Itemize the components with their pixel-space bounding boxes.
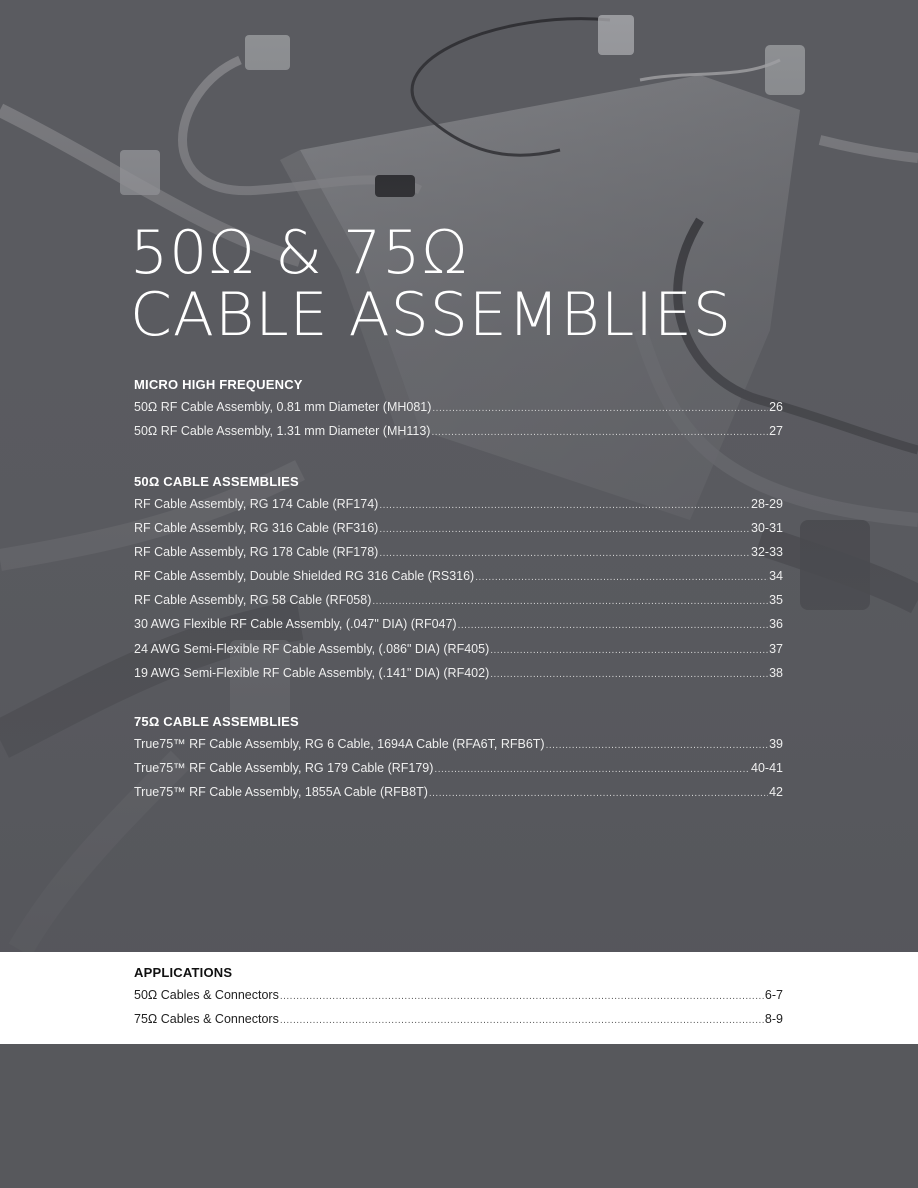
toc-entry-page: 35 (769, 593, 783, 608)
toc-entry-label: 50Ω RF Cable Assembly, 0.81 mm Diameter (MH081) (134, 400, 432, 414)
dot-leader (458, 614, 768, 638)
toc-entry-label: RF Cable Assembly, RG 58 Cable (RF058) (134, 593, 372, 608)
dot-leader (379, 494, 750, 518)
section-heading: APPLICATIONS (134, 965, 233, 980)
toc-entry-label: RF Cable Assembly, RG 178 Cable (RF178) (134, 545, 379, 560)
toc-entry-page: 8-9 (764, 1012, 783, 1027)
dot-leader (546, 734, 769, 758)
dot-leader (434, 758, 750, 782)
toc-entry[interactable] (134, 588, 783, 612)
toc-entry-label: RF Cable Assembly, RG 316 Cable (RF316) (134, 521, 379, 536)
toc-entry[interactable] (134, 395, 783, 419)
section-heading: 50Ω CABLE ASSEMBLIES (134, 474, 299, 489)
toc-entry-label: 75Ω Cables & Connectors (134, 1012, 279, 1027)
toc-entry-page: 36 (769, 617, 783, 632)
toc-entry-label: RF Cable Assembly, RG 174 Cable (RF174) (134, 497, 379, 511)
toc-entry-page: 6-7 (764, 988, 783, 1002)
toc-entry[interactable] (134, 540, 783, 564)
toc-entry-label: 50Ω Cables & Connectors (134, 988, 279, 1002)
toc-entry-page: 42 (769, 785, 783, 800)
bottom-margin (0, 1044, 918, 1188)
toc-entry-label: 30 AWG Flexible RF Cable Assembly, (.047" DIA) (RF047) (134, 617, 457, 632)
toc-entry-label: 19 AWG Semi-Flexible RF Cable Assembly, (.141" DIA) (RF402) (134, 665, 490, 680)
toc-entry[interactable] (134, 732, 783, 756)
toc-entry[interactable] (134, 637, 783, 661)
toc-entry-page: 30-31 (751, 521, 783, 536)
toc-entry[interactable] (134, 1007, 783, 1031)
toc-section-75-ohm (134, 712, 783, 804)
section-heading: MICRO HIGH FREQUENCY (134, 377, 303, 392)
toc-entry[interactable] (134, 756, 783, 780)
toc-entry-page: 40-41 (751, 761, 783, 776)
dot-leader (379, 518, 750, 542)
toc-entry-label: True75™ RF Cable Assembly, RG 6 Cable, 1694A Cable (RFA6T, RFB6T) (134, 737, 545, 751)
toc-entry[interactable] (134, 612, 783, 636)
toc-section-micro (134, 375, 783, 443)
toc-entry-page: 28-29 (751, 497, 783, 511)
title-line-2: CABLE ASSEMBLIES (130, 280, 732, 350)
dot-leader (280, 1009, 764, 1033)
dot-leader (475, 566, 768, 590)
dot-leader (372, 590, 768, 614)
toc-entry[interactable] (134, 661, 783, 685)
applications-panel (0, 952, 918, 1044)
dot-leader (280, 985, 764, 1009)
toc-entry-label: 24 AWG Semi-Flexible RF Cable Assembly, (.086" DIA) (RF405) (134, 641, 490, 656)
dot-leader (432, 397, 768, 421)
toc-entry[interactable] (134, 983, 783, 1007)
dot-leader (429, 782, 768, 806)
toc-entry-label: RF Cable Assembly, Double Shielded RG 316 Cable (RS316) (134, 569, 475, 584)
toc-entry[interactable] (134, 516, 783, 540)
toc-section-applications (134, 963, 783, 1031)
dot-leader (490, 663, 768, 687)
toc-entry[interactable] (134, 564, 783, 588)
toc-entry[interactable] (134, 492, 783, 516)
dot-leader (379, 542, 750, 566)
section-heading: 75Ω CABLE ASSEMBLIES (134, 714, 299, 729)
toc-entry-page: 32-33 (751, 545, 783, 560)
toc-entry[interactable] (134, 780, 783, 804)
toc-entry-label: 50Ω RF Cable Assembly, 1.31 mm Diameter (MH113) (134, 424, 431, 439)
page-title (130, 218, 732, 350)
toc-entry-page: 27 (769, 424, 783, 439)
dot-leader (431, 421, 768, 445)
toc-entry-page: 34 (769, 569, 783, 584)
toc-entry-page: 26 (769, 400, 783, 414)
toc-entry-page: 37 (769, 641, 783, 656)
toc-entry-page: 39 (769, 737, 783, 751)
title-line-1: 50Ω & 75Ω (130, 218, 469, 288)
toc-entry-page: 38 (769, 665, 783, 680)
toc-section-50-ohm (134, 472, 783, 685)
dot-leader (490, 639, 768, 663)
toc-entry-label: True75™ RF Cable Assembly, RG 179 Cable (RF179) (134, 761, 434, 776)
toc-entry[interactable] (134, 419, 783, 443)
toc-entry-label: True75™ RF Cable Assembly, 1855A Cable (RFB8T) (134, 785, 428, 800)
